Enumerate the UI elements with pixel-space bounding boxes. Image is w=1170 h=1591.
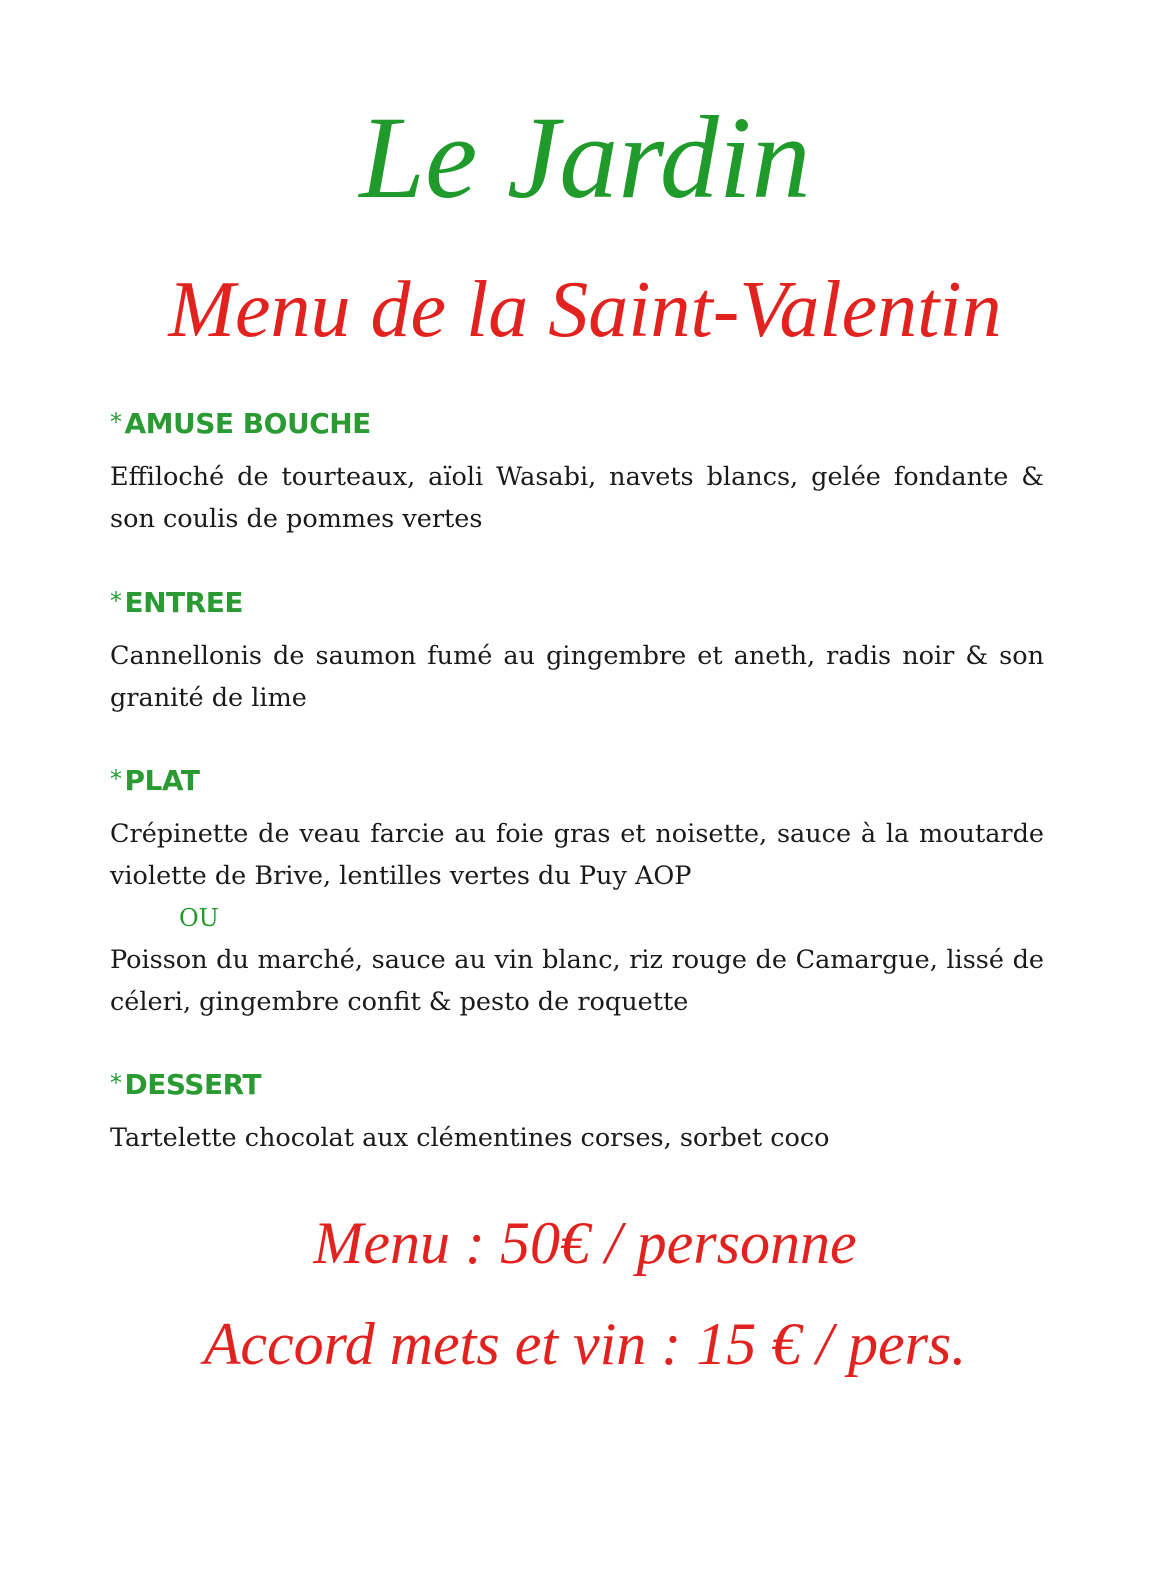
section-heading: [110, 761, 1044, 799]
bullet-star-icon: *: [110, 1069, 122, 1097]
section-entree: [110, 583, 1044, 719]
restaurant-name: Le Jardin: [359, 92, 811, 223]
section-dessert: [110, 1065, 1044, 1159]
section-heading: [110, 404, 1044, 442]
menu-price: Menu : 50€ / personne: [313, 1210, 857, 1276]
or-separator: OU: [179, 904, 219, 932]
section-heading-label: AMUSE BOUCHE: [124, 407, 371, 440]
bullet-star-icon: *: [110, 587, 122, 615]
section-heading: [110, 583, 1044, 621]
section-heading-label: PLAT: [124, 764, 200, 797]
section-amuse-bouche: [110, 404, 1044, 540]
dish-description: Effiloché de tourteaux, aïoli Wasabi, navets blancs, gelée fondante & son coulis de pommes vertes: [110, 462, 1044, 534]
bullet-star-icon: *: [110, 765, 122, 793]
menu-title: Menu de la Saint-Valentin: [168, 266, 1002, 354]
section-heading-label: ENTREE: [124, 586, 243, 619]
wine-pairing-price: Accord mets et vin : 15 € / pers.: [203, 1311, 967, 1377]
section-heading: [110, 1065, 1044, 1103]
section-heading-label: DESSERT: [124, 1068, 261, 1101]
section-plat: [110, 761, 1044, 1023]
dish-description: Tartelette chocolat aux clémentines corses, sorbet coco: [110, 1123, 830, 1153]
dish-description: Cannellonis de saumon fumé au gingembre et aneth, radis noir & son granité de lime: [110, 641, 1044, 713]
dish-description: Poisson du marché, sauce au vin blanc, riz rouge de Camargue, lissé de céleri, gingembre confit & pesto de roquette: [110, 945, 1044, 1017]
bullet-star-icon: *: [110, 408, 122, 436]
dish-description: Crépinette de veau farcie au foie gras et noisette, sauce à la moutarde violette de Brive, lentilles vertes du Puy AOP: [110, 819, 1044, 891]
